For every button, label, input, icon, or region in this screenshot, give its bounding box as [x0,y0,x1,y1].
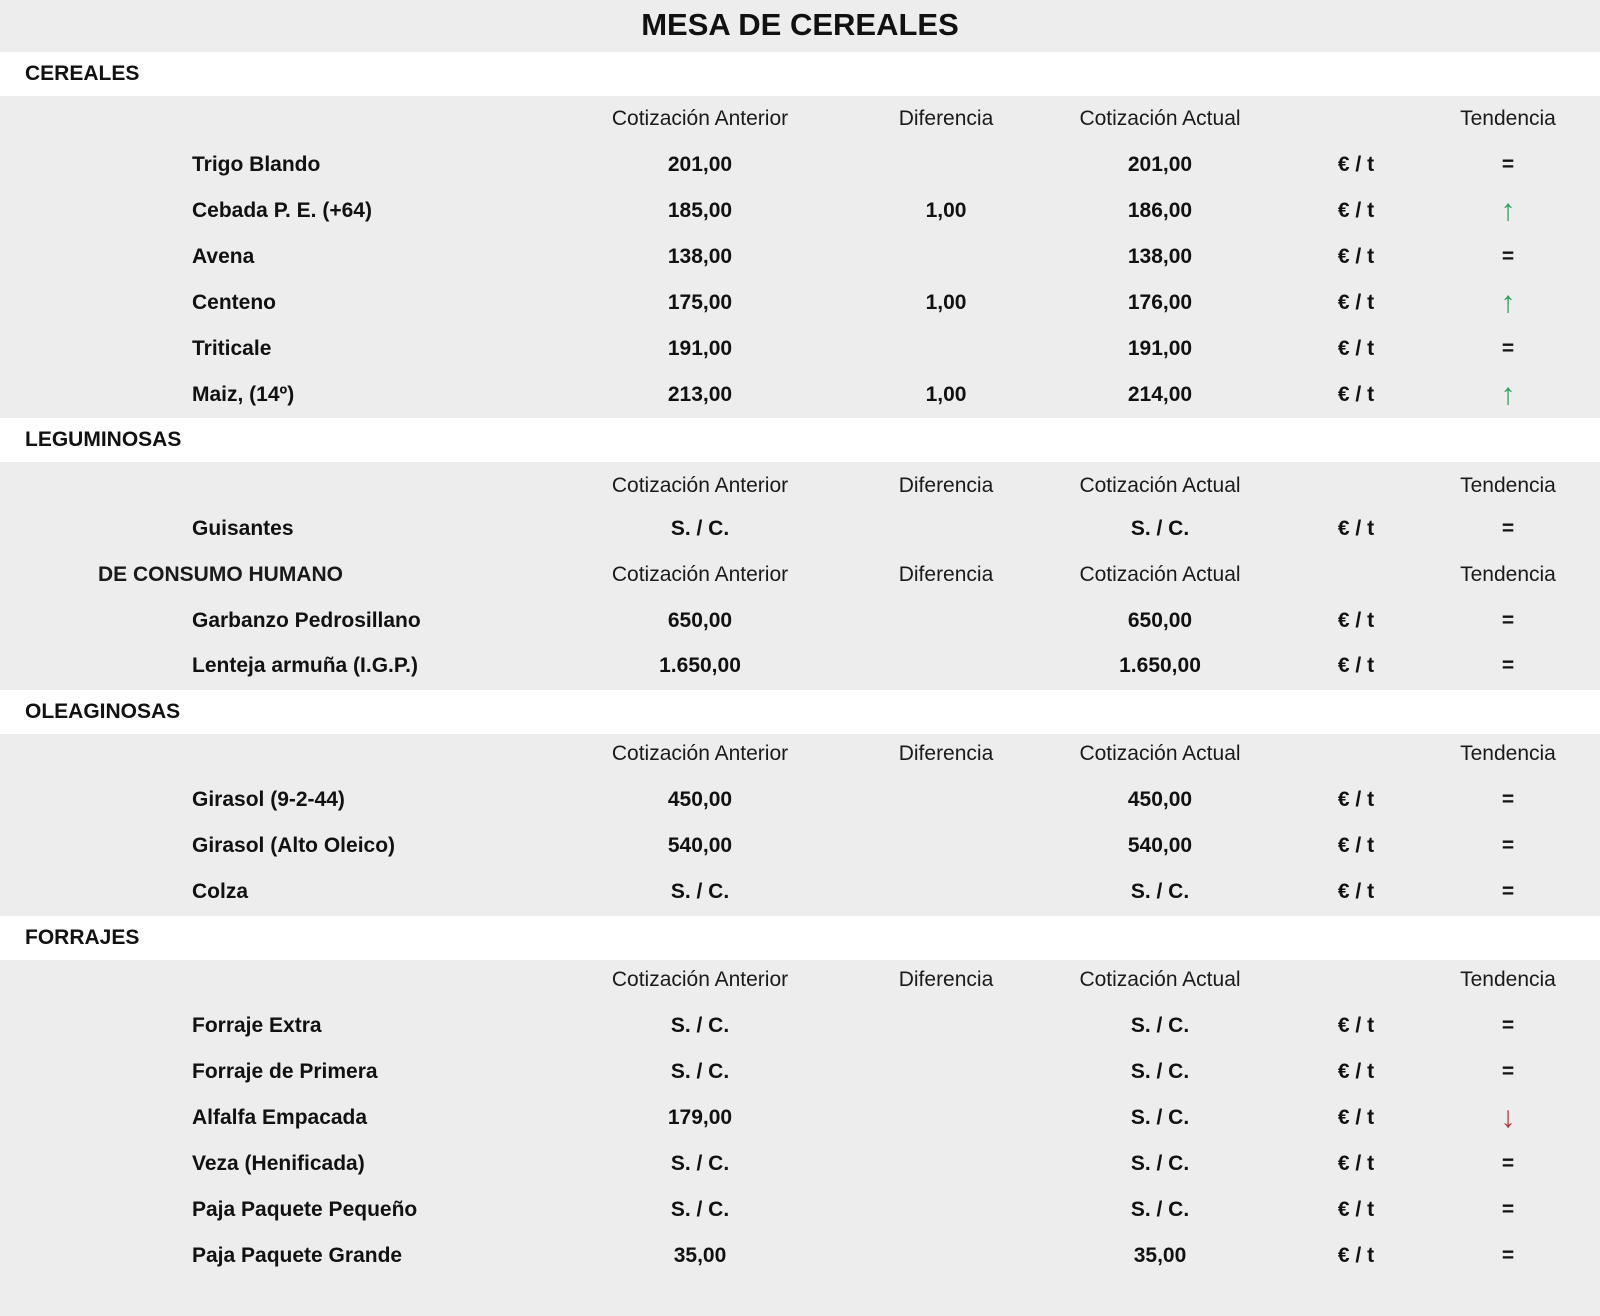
table-row [0,280,1600,326]
unit: € / t [1337,1198,1375,1221]
price-actual: S. / C. [1130,1060,1190,1083]
product-name: Cebada P. E. (+64) [192,199,372,222]
price-diferencia [860,1049,1032,1095]
price-diferencia [860,234,1032,280]
table-row [0,234,1600,280]
table-row [0,1095,1600,1141]
unit: € / t [1337,199,1375,222]
price-anterior: S. / C. [670,517,730,540]
table-row [0,142,1600,188]
col-header-tendencia: Tendencia [1460,474,1556,497]
price-actual: 450,00 [1127,788,1193,811]
table-row [0,1233,1600,1279]
trend-up-arrow-icon: ↑ [1500,194,1516,227]
trend-equal-icon: = [1501,609,1515,632]
col-header-tendencia: Tendencia [1460,742,1556,765]
price-diferencia [860,1141,1032,1187]
price-actual: S. / C. [1130,1014,1190,1037]
price-diferencia [860,1095,1032,1141]
table-row [0,823,1600,869]
price-anterior: 540,00 [667,834,733,857]
product-name: Garbanzo Pedrosillano [192,609,421,632]
product-name: Triticale [192,337,272,360]
product-name: Girasol (Alto Oleico) [192,834,396,857]
price-actual: 35,00 [1133,1244,1187,1267]
table-row [0,869,1600,915]
product-name: Paja Paquete Grande [192,1244,403,1267]
column-header-row [0,957,1600,1003]
price-diferencia [860,643,1032,689]
price-anterior: 191,00 [667,337,733,360]
product-name: Trigo Blando [192,153,321,176]
price-actual: S. / C. [1130,517,1190,540]
price-diferencia: 1,00 [925,383,967,406]
table-row [0,1049,1600,1095]
trend-equal-icon: = [1501,834,1515,857]
unit: € / t [1337,1060,1375,1083]
price-actual: 1.650,00 [1119,654,1201,677]
unit: € / t [1337,1244,1375,1267]
trend-equal-icon: = [1501,1014,1515,1037]
col-header-diferencia: Diferencia [898,968,994,991]
price-actual: 191,00 [1127,337,1193,360]
col-header-tendencia: Tendencia [1460,563,1556,586]
price-anterior: 213,00 [667,383,733,406]
price-actual: 540,00 [1127,834,1193,857]
subsection-title: DE CONSUMO HUMANO [98,563,343,586]
product-name: Forraje de Primera [192,1060,378,1083]
trend-equal-icon: = [1501,1060,1515,1083]
product-name: Colza [192,880,249,903]
col-header-diferencia: Diferencia [898,107,994,130]
unit: € / t [1337,383,1375,406]
column-header-row [0,731,1600,777]
column-header-row [0,96,1600,142]
price-actual: 650,00 [1127,609,1193,632]
unit: € / t [1337,654,1375,677]
unit: € / t [1337,609,1375,632]
price-actual: 214,00 [1127,383,1193,406]
table-row [0,372,1600,418]
price-diferencia [860,506,1032,552]
product-name: Forraje Extra [192,1014,322,1037]
price-diferencia [860,1233,1032,1279]
col-header-tendencia: Tendencia [1460,107,1556,130]
price-actual: 138,00 [1127,245,1193,268]
price-anterior: S. / C. [670,880,730,903]
col-header-actual: Cotización Actual [1079,107,1241,130]
trend-equal-icon: = [1501,880,1515,903]
table-row [0,1141,1600,1187]
price-anterior: S. / C. [670,1060,730,1083]
column-header-row [0,463,1600,509]
table-row [0,326,1600,372]
trend-equal-icon: = [1501,245,1515,268]
unit: € / t [1337,1106,1375,1129]
price-diferencia [860,777,1032,823]
trend-equal-icon: = [1501,1198,1515,1221]
unit: € / t [1337,1152,1375,1175]
trend-down-arrow-icon: ↓ [1500,1101,1516,1134]
page-title: MESA DE CEREALES [641,7,959,42]
trend-equal-icon: = [1501,337,1515,360]
trend-up-arrow-icon: ↑ [1500,286,1516,319]
price-anterior: 1.650,00 [659,654,741,677]
price-diferencia [860,326,1032,372]
product-name: Girasol (9-2-44) [192,788,345,811]
price-anterior: 179,00 [667,1106,733,1129]
price-actual: 176,00 [1127,291,1193,314]
section-title: CEREALES [25,62,140,85]
unit: € / t [1337,834,1375,857]
price-diferencia [860,1187,1032,1233]
col-header-anterior: Cotización Anterior [611,474,789,497]
product-name: Guisantes [192,517,294,540]
section-title: OLEAGINOSAS [25,700,181,723]
price-anterior: 35,00 [673,1244,727,1267]
price-actual: S. / C. [1130,880,1190,903]
price-anterior: 450,00 [667,788,733,811]
price-actual: 201,00 [1127,153,1193,176]
price-diferencia [860,869,1032,915]
table-row [0,1187,1600,1233]
col-header-anterior: Cotización Anterior [611,563,789,586]
price-anterior: 175,00 [667,291,733,314]
product-name: Maiz, (14º) [192,383,295,406]
price-diferencia [860,1003,1032,1049]
unit: € / t [1337,337,1375,360]
col-header-anterior: Cotización Anterior [611,968,789,991]
col-header-tendencia: Tendencia [1460,968,1556,991]
section-title: FORRAJES [25,926,140,949]
price-diferencia [860,823,1032,869]
product-name: Avena [192,245,255,268]
unit: € / t [1337,153,1375,176]
subsection-header-row [0,552,1600,598]
trend-equal-icon: = [1501,1244,1515,1267]
product-name: Lenteja armuña (I.G.P.) [192,654,419,677]
unit: € / t [1337,245,1375,268]
price-diferencia [860,142,1032,188]
section-title: LEGUMINOSAS [25,428,182,451]
trend-equal-icon: = [1501,788,1515,811]
price-anterior: 201,00 [667,153,733,176]
table-row [0,1003,1600,1049]
trend-equal-icon: = [1501,517,1515,540]
trend-equal-icon: = [1501,1152,1515,1175]
price-anterior: S. / C. [670,1152,730,1175]
price-anterior: 185,00 [667,199,733,222]
unit: € / t [1337,517,1375,540]
col-header-diferencia: Diferencia [898,563,994,586]
col-header-actual: Cotización Actual [1079,968,1241,991]
col-header-diferencia: Diferencia [898,742,994,765]
price-actual: S. / C. [1130,1106,1190,1129]
product-name: Alfalfa Empacada [192,1106,368,1129]
unit: € / t [1337,788,1375,811]
trend-up-arrow-icon: ↑ [1500,378,1516,411]
product-name: Veza (Henificada) [192,1152,365,1175]
price-anterior: S. / C. [670,1014,730,1037]
price-actual: S. / C. [1130,1152,1190,1175]
table-row [0,777,1600,823]
section-header-forrajes [0,916,1600,960]
section-header-leguminosas [0,418,1600,462]
price-diferencia [860,598,1032,644]
price-anterior: 138,00 [667,245,733,268]
section-header-oleaginosas [0,690,1600,734]
col-header-actual: Cotización Actual [1079,563,1241,586]
price-diferencia: 1,00 [925,199,967,222]
unit: € / t [1337,291,1375,314]
table-row [0,506,1600,552]
trend-equal-icon: = [1501,654,1515,677]
product-name: Paja Paquete Pequeño [192,1198,418,1221]
table-row [0,188,1600,234]
price-anterior: 650,00 [667,609,733,632]
product-name: Centeno [192,291,276,314]
table-row [0,598,1600,644]
col-header-actual: Cotización Actual [1079,474,1241,497]
trend-equal-icon: = [1501,153,1515,176]
price-diferencia: 1,00 [925,291,967,314]
section-header-cereales [0,52,1600,96]
unit: € / t [1337,1014,1375,1037]
col-header-actual: Cotización Actual [1079,742,1241,765]
unit: € / t [1337,880,1375,903]
price-anterior: S. / C. [670,1198,730,1221]
price-actual: S. / C. [1130,1198,1190,1221]
col-header-anterior: Cotización Anterior [611,107,789,130]
price-actual: 186,00 [1127,199,1193,222]
col-header-diferencia: Diferencia [898,474,994,497]
col-header-anterior: Cotización Anterior [611,742,789,765]
table-row [0,643,1600,689]
